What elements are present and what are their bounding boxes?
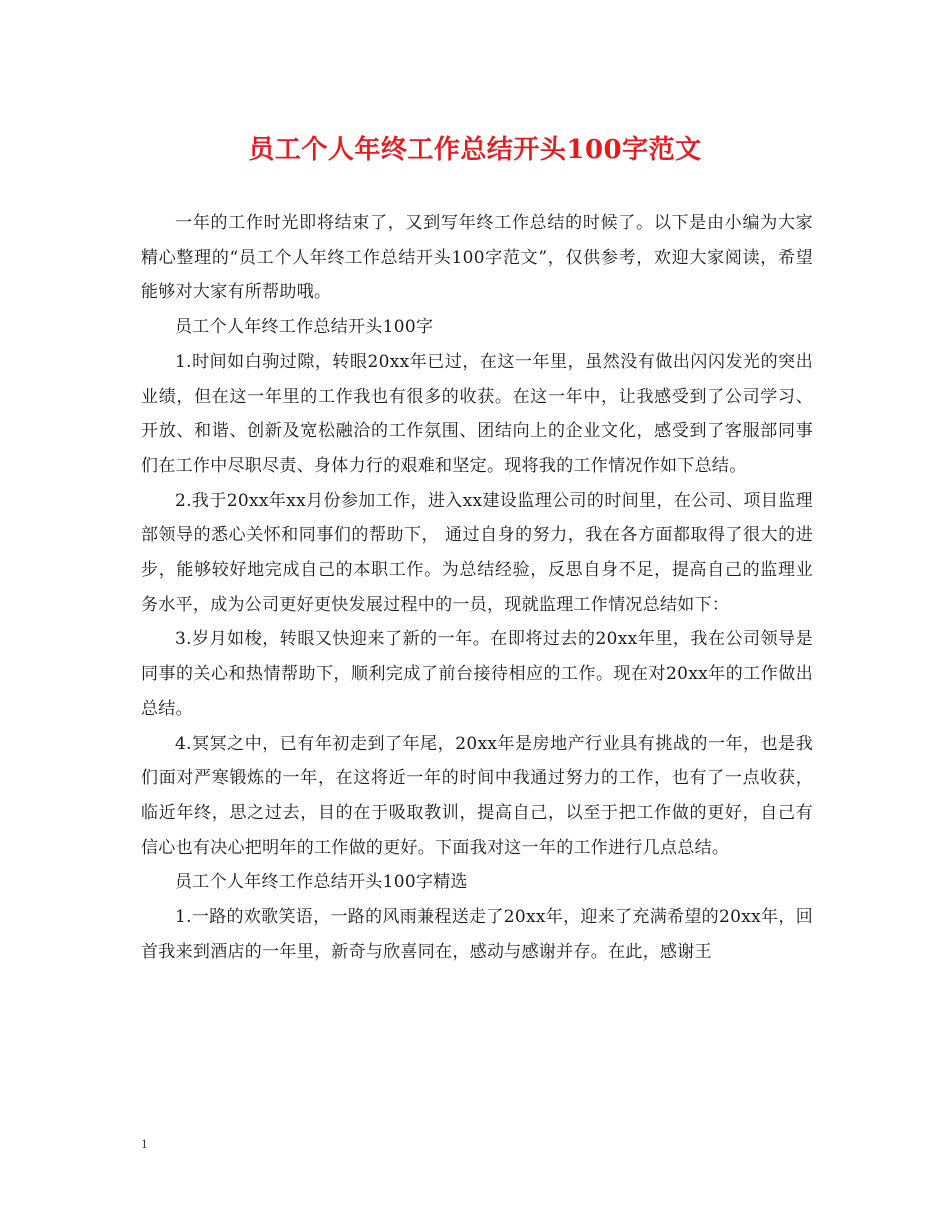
intro-paragraph: 一年的工作时光即将结束了，又到写年终工作总结的时候了。以下是由小编为大家精心整理的“员工个人年终工作总结开头100字范文”，仅供参考，欢迎大家阅读，希望能够对大家有所帮助哦。 bbox=[141, 213, 813, 303]
body-paragraph: 3.岁月如梭，转眼又快迎来了新的一年。在即将过去的20xx年里，我在公司领导是同事的关心和热情帮助下，顺利完成了前台接待相应的工作。现在对20xx年的工作做出总结。 bbox=[141, 629, 813, 719]
section-heading: 员工个人年终工作总结开头100字精选 bbox=[175, 872, 468, 893]
section-heading: 员工个人年终工作总结开头100字 bbox=[175, 317, 434, 338]
body-paragraph: 2.我于20xx年xx月份参加工作，进入xx建设监理公司的时间里，在公司、项目监理部领导的悉心关怀和同事们的帮助下， 通过自身的努力，我在各方面都取得了很大的进步，能够较好地完成自己的本职工作。为总结经验，反思自身不足，提高自己的监理业务水平，成为公司更好更快发展过程中的一员，现就监理工作情况总结如下： bbox=[141, 490, 813, 615]
document-title: 员工个人年终工作总结开头100字范文 bbox=[248, 135, 702, 165]
body-paragraph: 4.冥冥之中，已有年初走到了年尾，20xx年是房地产行业具有挑战的一年，也是我们面对严寒锻炼的一年，在这将近一年的时间中我通过努力的工作，也有了一点收获，临近年终，思之过去，目的在于吸取教训，提高自己，以至于把工作做的更好，自己有信心也有决心把明年的工作做的更好。下面我对这一年的工作进行几点总结。 bbox=[141, 733, 813, 858]
body-paragraph: 1.时间如白驹过隙，转眼20xx年已过，在这一年里，虽然没有做出闪闪发光的突出业绩，但在这一年里的工作我也有很多的收获。在这一年中，让我感受到了公司学习、开放、和谐、创新及宽松融洽的工作氛围、团结向上的企业文化，感受到了客服部同事们在工作中尽职尽责、身体力行的艰难和坚定。现将我的工作情况作如下总结。 bbox=[141, 351, 813, 476]
document-body bbox=[141, 206, 813, 969]
body-paragraph: 1.一路的欢歌笑语，一路的风雨兼程送走了20xx年，迎来了充满希望的20xx年，回首我来到酒店的一年里，新奇与欣喜同在，感动与感谢并存。在此，感谢王 bbox=[141, 907, 813, 962]
page-number: 1 bbox=[141, 1136, 148, 1151]
